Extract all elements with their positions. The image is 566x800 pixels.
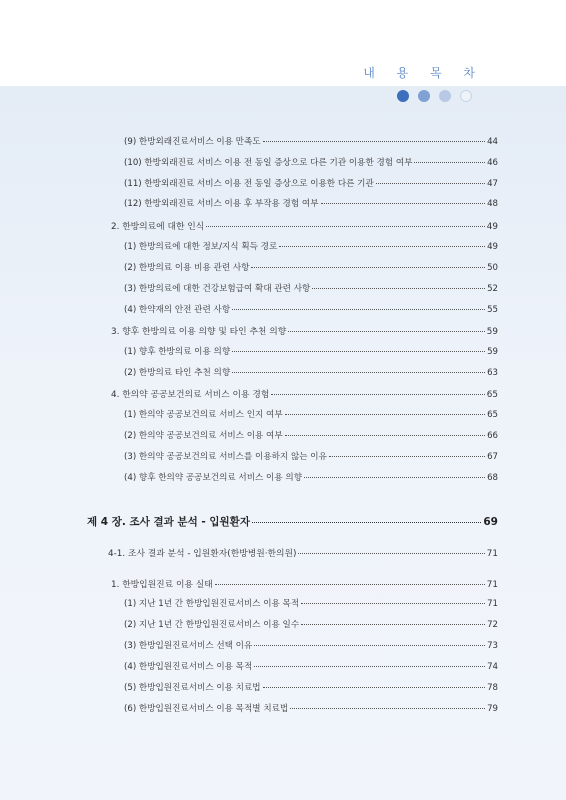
toc-entry-page: 65 xyxy=(487,410,498,420)
toc-entry[interactable] xyxy=(124,639,498,651)
toc-entry[interactable] xyxy=(124,597,498,609)
toc-leader xyxy=(312,288,485,289)
toc-entry[interactable] xyxy=(124,303,498,315)
toc-entry-page: 65 xyxy=(486,390,498,400)
toc-entry[interactable] xyxy=(124,240,498,252)
toc-entry-title: (3) 한방입원진료서비스 선택 이유 xyxy=(124,641,253,651)
toc-leader xyxy=(232,309,485,310)
toc-entry-title: (2) 한방의료 타인 추천 의향 xyxy=(124,368,231,378)
toc-entry-title: (3) 한의약 공공보건의료 서비스를 이용하지 않는 이유 xyxy=(124,452,327,462)
toc-leader xyxy=(290,708,485,709)
toc-entry-page: 46 xyxy=(487,158,498,168)
toc-entry[interactable] xyxy=(124,408,498,420)
toc-entry-page: 59 xyxy=(486,327,498,337)
toc-leader xyxy=(254,645,485,646)
toc-leader xyxy=(254,666,485,667)
toc-entry-title: (1) 향후 한방의료 이용 의향 xyxy=(124,347,231,357)
toc-chapter-title: 제 4 장. 조사 결과 분석 - 입원환자 xyxy=(87,516,250,528)
toc-section-entry[interactable] xyxy=(111,387,498,400)
toc-entry[interactable] xyxy=(124,429,498,441)
toc-entry-title: (2) 한의약 공공보건의료 서비스 이용 여부 xyxy=(124,431,283,441)
toc-section-entry[interactable] xyxy=(111,324,498,337)
toc-section-entry[interactable] xyxy=(111,219,498,232)
toc-entry-page: 71 xyxy=(487,599,498,609)
toc-leader xyxy=(232,372,485,373)
toc-entry-title: (1) 지난 1년 간 한방입원진료서비스 이용 목적 xyxy=(124,599,300,609)
toc-entry-title: 3. 향후 한방의료 이용 의향 및 타인 추천 의향 xyxy=(111,327,287,337)
toc-entry-page: 55 xyxy=(487,305,498,315)
toc-leader xyxy=(232,351,485,352)
toc-entry-page: 73 xyxy=(487,641,498,651)
toc-entry[interactable] xyxy=(124,366,498,378)
toc-entry-title: (4) 한방입원진료서비스 이용 목적 xyxy=(124,662,253,672)
toc-entry-page: 68 xyxy=(487,473,498,483)
toc-leader xyxy=(288,331,485,332)
toc-entry[interactable] xyxy=(124,261,498,273)
toc-entry-title: (1) 한방의료에 대한 정보/지식 획득 경로 xyxy=(124,242,278,252)
toc-entry[interactable] xyxy=(124,156,498,168)
toc-entry[interactable] xyxy=(124,702,498,714)
toc-entry-page: 50 xyxy=(487,263,498,273)
toc-leader xyxy=(263,687,485,688)
toc-entry-page: 78 xyxy=(487,683,498,693)
toc-entry[interactable] xyxy=(124,681,498,693)
toc-entry-title: 1. 한방입원진료 이용 실태 xyxy=(111,580,213,590)
toc-leader xyxy=(263,141,485,142)
toc-entry-title: 2. 한방의료에 대한 인식 xyxy=(111,222,205,232)
toc-entry-title: (12) 한방외래진료 서비스 이용 후 부작용 경험 여부 xyxy=(124,199,319,209)
toc-entry-page: 49 xyxy=(487,242,498,252)
toc-leader xyxy=(376,183,485,184)
toc-header-title: 내 용 목 차 xyxy=(363,66,484,80)
toc-entry-title: (5) 한방입원진료서비스 이용 치료법 xyxy=(124,683,261,693)
toc-entry-title: (11) 한방외래진료 서비스 이용 전 동일 증상으로 이용한 다른 기관 xyxy=(124,179,374,189)
toc-leader xyxy=(304,477,485,478)
toc-entry-page: 63 xyxy=(487,368,498,378)
toc-entry-title: (2) 한방의료 이용 비용 관련 사항 xyxy=(124,263,250,273)
toc-entry-page: 44 xyxy=(487,137,498,147)
toc-entry-page: 59 xyxy=(487,347,498,357)
toc-entry-page: 49 xyxy=(486,222,498,232)
toc-entry-page: 67 xyxy=(487,452,498,462)
toc-entry[interactable] xyxy=(124,660,498,672)
toc-entry-page: 74 xyxy=(487,662,498,672)
toc-leader xyxy=(215,584,485,585)
toc-leader xyxy=(301,624,485,625)
toc-entry-page: 52 xyxy=(487,284,498,294)
toc-entry-page: 71 xyxy=(486,580,498,590)
toc-entry-title: (6) 한방입원진료서비스 이용 목적별 치료법 xyxy=(124,704,289,714)
toc-entry-title: 4. 한의약 공공보건의료 서비스 이용 경험 xyxy=(111,390,270,400)
toc-leader xyxy=(285,435,485,436)
toc-entry-title: (4) 한약재의 안전 관련 사항 xyxy=(124,305,231,315)
toc-leader xyxy=(414,162,485,163)
toc-subchapter-entry[interactable] xyxy=(108,546,498,559)
toc-leader xyxy=(271,394,484,395)
toc-chapter-page: 69 xyxy=(483,516,498,528)
toc-entry[interactable] xyxy=(124,282,498,294)
toc-entry-page: 47 xyxy=(487,179,498,189)
toc-entry[interactable] xyxy=(124,197,498,209)
toc-section-entry[interactable] xyxy=(111,577,498,590)
toc-chapter-entry[interactable] xyxy=(87,514,498,529)
toc-entry[interactable] xyxy=(124,135,498,147)
toc-leader xyxy=(285,414,485,415)
toc-entry-page: 72 xyxy=(487,620,498,630)
toc-entry-title: (10) 한방외래진료 서비스 이용 전 동일 증상으로 다른 기관 이용한 경험 여부 xyxy=(124,158,413,168)
toc-entry-page: 79 xyxy=(487,704,498,714)
toc-entry[interactable] xyxy=(124,450,498,462)
toc-leader xyxy=(251,267,485,268)
toc-entry-title: (4) 향후 한의약 공공보건의료 서비스 이용 의향 xyxy=(124,473,302,483)
toc-entry[interactable] xyxy=(124,471,498,483)
toc-entry-title: (2) 지난 1년 간 한방입원진료서비스 이용 일수 xyxy=(124,620,300,630)
toc-leader xyxy=(279,246,485,247)
toc-leader xyxy=(301,603,485,604)
toc-entry[interactable] xyxy=(124,177,498,189)
toc-entry-title: (3) 한방의료에 대한 건강보험급여 확대 관련 사항 xyxy=(124,284,311,294)
toc-entry-page: 71 xyxy=(486,549,498,559)
toc-leader xyxy=(321,203,486,204)
toc-entry-page: 48 xyxy=(487,199,498,209)
toc-leader xyxy=(329,456,485,457)
toc-entry-title: 4-1. 조사 결과 분석 - 입원환자(한방병원·한의원) xyxy=(108,549,297,559)
toc-entry-title: (1) 한의약 공공보건의료 서비스 인지 여부 xyxy=(124,410,283,420)
toc-entry[interactable] xyxy=(124,618,498,630)
toc-leader xyxy=(252,522,481,523)
toc-entry-title: (9) 한방외래진료서비스 이용 만족도 xyxy=(124,137,261,147)
toc-leader xyxy=(298,553,484,554)
toc-leader xyxy=(206,226,485,227)
toc-entry-page: 66 xyxy=(487,431,498,441)
toc-entry[interactable] xyxy=(124,345,498,357)
